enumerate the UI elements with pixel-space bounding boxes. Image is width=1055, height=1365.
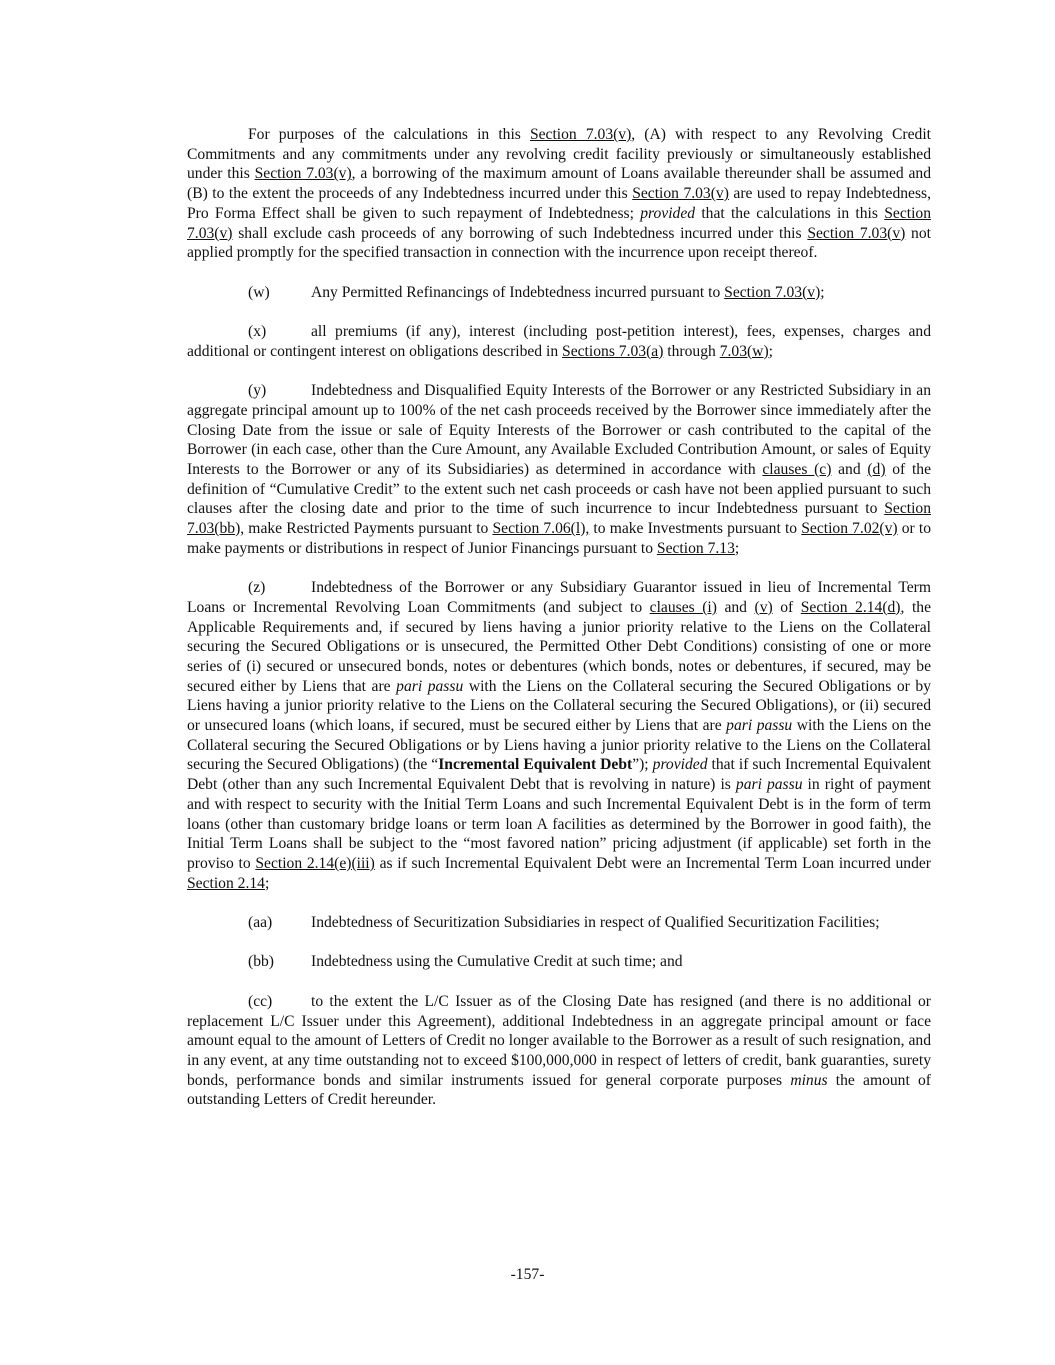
text: in right of payment and with respect to security with the Initial Term Loans and such Incremental Equivalent Debt is in the form of term loans (other than customary bridge loans or term loan A facilities as determined by the Borrower in good faith), the Initial Term Loans shall be subject to the “most favored nation” pricing adjustment (if applicable) set forth in the proviso to xyxy=(187,776,932,872)
page-number: -157- xyxy=(510,1266,545,1283)
section-reference: Section 7.13 xyxy=(656,539,735,557)
text: are used to repay Indebtedness, Pro Forma Effect shall be given to such repayment of Indebtedness; xyxy=(187,185,931,222)
emphasis: pari passu xyxy=(396,677,464,695)
section-reference: Section 7.06(l), xyxy=(492,520,590,538)
section-reference: Section 7.03(v) xyxy=(529,126,632,143)
clause-label: (y) xyxy=(248,382,267,400)
text: Indebtedness of Securitization Subsidiaries in respect of Qualified Securitization Facilities; xyxy=(311,914,880,932)
clause-aa xyxy=(187,913,931,933)
text: as if such Incremental Equivalent Debt were an Incremental Term Loan incurred under xyxy=(374,854,932,872)
text: of xyxy=(772,598,801,616)
paragraph-calculations xyxy=(187,125,931,263)
section-reference: Sections 7.03(a) xyxy=(562,342,664,360)
text: and xyxy=(716,598,755,616)
text: not applied promptly for the specified transaction in connection with the incurrence upon receipt thereof. xyxy=(187,224,931,262)
section-reference: Section 2.14 xyxy=(187,874,265,892)
text: For purposes of the calculations in this xyxy=(248,126,530,143)
clause-w xyxy=(187,283,931,303)
emphasis: minus xyxy=(790,1071,828,1089)
section-reference: Section 7.03(v) xyxy=(807,224,906,242)
section-reference: Section 2.14(e)(iii) xyxy=(255,854,375,872)
clause-y xyxy=(187,381,931,558)
text: that the calculations in this xyxy=(695,204,885,222)
section-reference: clauses (c) xyxy=(762,460,832,478)
document-page xyxy=(187,125,931,1130)
section-reference: 7.03(w) xyxy=(719,342,769,360)
text: and xyxy=(831,460,868,478)
text: shall exclude cash proceeds of any borrowing of such Indebtedness incurred under this xyxy=(232,224,808,242)
section-reference: Section 2.14(d) xyxy=(800,598,901,616)
section-reference: clauses (i) xyxy=(649,598,717,616)
clause-bb xyxy=(187,952,931,972)
text: ; xyxy=(734,539,740,557)
text: or to make payments or distributions in respect of Junior Financings pursuant to xyxy=(187,520,932,557)
clause-label: (bb) xyxy=(248,953,274,971)
text: of the definition of “Cumulative Credit” to the extent such net cash proceeds or cash have not been applied pursuant to such clauses after the closing date and prior to the time of such incurrence to incur Indebtedness pursuant to xyxy=(187,460,931,518)
text: to the extent the L/C Issuer as of the Closing Date has resigned (and there is no additional or replacement L/C Issuer under this Agreement), additional Indebtedness in an aggregate principal amount or face amount equal to the amount of Letters of Credit no longer available to the Borrower as a result of such resignation, and in any event, at any time outstanding not to exceed $100,000,000 in respect of letters of credit, bank guaranties, surety bonds, performance bonds and similar instruments issued for general corporate purposes xyxy=(187,992,931,1089)
clause-label: (w) xyxy=(248,283,270,301)
text: with the Liens on the Collateral securing the Secured Obligations or by Liens having a junior priority relative to the Liens on the Collateral securing the Secured Obligations) (the “ xyxy=(187,717,931,774)
section-reference: Section 7.03(v) xyxy=(187,204,931,242)
text: , the Applicable Requirements and, if secured by liens having a junior priority relative to the Liens on the Collateral securing the Secured Obligations or is unsecured, the Permitted Other Debt Conditions) consisting of one or more series of (i) secured or unsecured bonds, notes or debentures (which bonds, notes or debentures, if secured, may be secured either by Liens that are xyxy=(187,598,931,695)
defined-term: Incremental Equivalent Debt xyxy=(438,756,633,774)
emphasis: provided xyxy=(640,204,696,222)
emphasis: pari passu xyxy=(735,776,803,794)
clause-label: (cc) xyxy=(248,992,273,1010)
text: Any Permitted Refinancings of Indebtedness incurred pursuant to xyxy=(311,283,725,301)
section-reference: Section 7.03(v) xyxy=(724,283,821,301)
section-reference: Section 7.03(v) xyxy=(632,185,729,203)
clause-z xyxy=(187,578,931,893)
text: ; xyxy=(768,342,773,360)
section-reference: Section 7.03(v) xyxy=(254,165,352,183)
clause-label: (z) xyxy=(248,579,266,597)
section-reference: Section 7.02(v) xyxy=(801,520,898,538)
text: Indebtedness using the Cumulative Credit at such time; and xyxy=(311,953,683,971)
clause-cc xyxy=(187,992,931,1110)
text: , (A) with respect to any Revolving Credit Commitments and any commitments under any revolving credit facility previously or simultaneously established under this xyxy=(187,126,931,183)
text: the amount of outstanding Letters of Credit hereunder. xyxy=(187,1071,932,1109)
text: Indebtedness and Disqualified Equity Interests of the Borrower or any Restricted Subsidiary in an aggregate principal amount up to 100% of the net cash proceeds received by the Borrower since immediately after the Closing Date from the issue or sale of Equity Interests of the Borrower or cash contributed to the capital of the Borrower (in each case, other than the Cure Amount, any Available Excluded Contribution Amount, or sales of Equity Interests to the Borrower or any of its Subsidiaries) as determined in accordance with xyxy=(187,382,931,478)
emphasis: provided xyxy=(652,756,708,774)
text: to make Investments pursuant to xyxy=(589,520,802,538)
text: with the Liens on the Collateral securing the Secured Obligations or by Liens having a junior priority relative to the Liens on the Collateral securing the Secured Obligations), or (ii) secured or unsecured loans (which loans, if secured, must be secured either by Liens that are xyxy=(187,677,932,735)
text: through xyxy=(663,342,720,360)
text: ; xyxy=(264,874,270,892)
section-reference: (d) xyxy=(867,460,886,478)
section-reference: (v) xyxy=(754,598,773,616)
text: , a borrowing of the maximum amount of Loans available thereunder shall be assumed and (B) to the extent the proceeds of any Indebtedness incurred under this xyxy=(187,165,931,203)
clause-x xyxy=(187,322,931,361)
emphasis: pari passu xyxy=(726,717,793,735)
clause-label: (aa) xyxy=(248,914,273,932)
text: make Restricted Payments pursuant to xyxy=(244,520,493,538)
text: Indebtedness of the Borrower or any Subsidiary Guarantor issued in lieu of Incremental Term Loans or Incremental Revolving Loan Commitments (and subject to xyxy=(187,579,931,616)
clause-label: (x) xyxy=(248,323,267,340)
text: all premiums (if any), interest (including post-petition interest), fees, expenses, charges and additional or contingent interest on obligations described in xyxy=(187,323,931,360)
text: that if such Incremental Equivalent Debt (other than any such Incremental Equivalent Debt that is revolving in nature) is xyxy=(187,756,931,794)
text: ; xyxy=(820,283,825,301)
text: ”); xyxy=(632,756,653,774)
section-reference: Section 7.03(bb), xyxy=(187,500,931,538)
